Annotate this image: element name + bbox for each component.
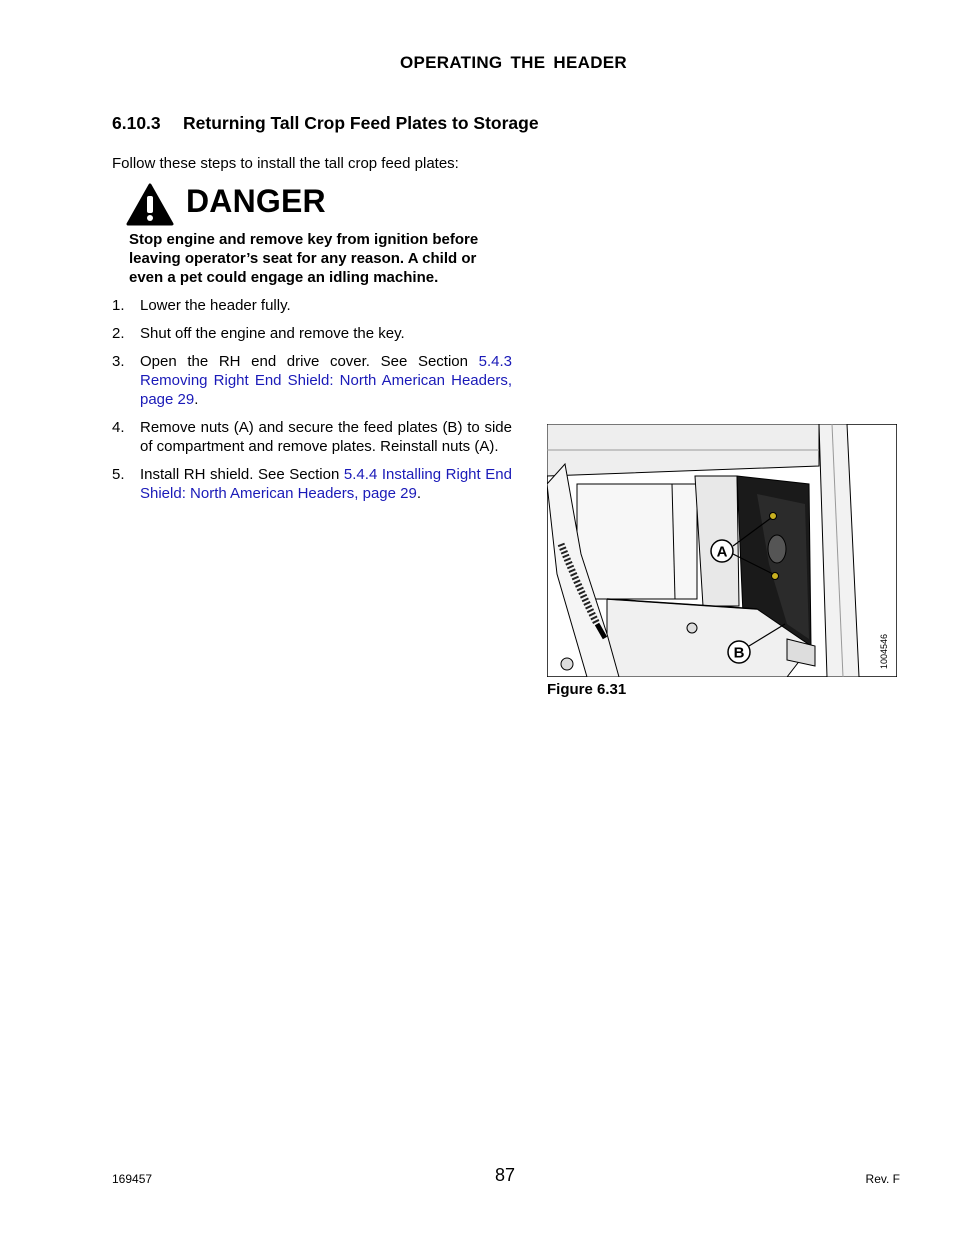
callout-b-label: B xyxy=(733,644,745,662)
step-text xyxy=(140,465,512,503)
figure-illustration xyxy=(547,424,897,677)
step-text-tail: . xyxy=(194,391,199,408)
danger-label: DANGER xyxy=(186,183,326,219)
step-text: Remove nuts (A) and secure the feed plates (B) to side of compartment and remove plates. Reinstall nuts (A). xyxy=(140,419,512,455)
step-number: 4. xyxy=(112,419,125,436)
step-number: 5. xyxy=(112,466,125,483)
step-text: Shut off the engine and remove the key. xyxy=(140,325,405,342)
list-item xyxy=(112,465,512,503)
step-text: Lower the header fully. xyxy=(140,297,291,314)
step-text-lead: Open the RH end drive cover. See Section xyxy=(140,353,479,370)
list-item xyxy=(112,324,512,343)
section-number: 6.10.3 xyxy=(112,113,161,133)
running-header: OPERATING THE HEADER xyxy=(399,53,627,72)
figure-caption: Figure 6.31 xyxy=(547,681,627,698)
intro-text: Follow these steps to install the tall crop feed plates: xyxy=(112,155,459,172)
step-list xyxy=(112,296,512,512)
list-item xyxy=(112,296,512,315)
step-text-tail: . xyxy=(416,485,421,502)
section-title xyxy=(112,113,539,134)
step-text-lead: Install RH shield. See Section xyxy=(140,466,344,483)
section-title-text: Returning Tall Crop Feed Plates to Storage xyxy=(183,113,539,133)
section-link-5-4-3[interactable]: 5.4.3 Removing Right End Shield: North American Headers, page 29 xyxy=(140,353,512,408)
danger-message: Stop engine and remove key from ignition before leaving operator’s seat for any reason. A child or even a pet could engage an idling machine. xyxy=(129,231,479,286)
page-number: 87 xyxy=(494,1165,516,1185)
list-item xyxy=(112,352,512,409)
warning-triangle-icon xyxy=(126,183,174,226)
step-number: 2. xyxy=(112,325,125,342)
callout-a-label: A xyxy=(716,543,728,561)
revision: Rev. F xyxy=(865,1172,900,1186)
feed-plate-drawing xyxy=(547,424,897,677)
doc-number: 169457 xyxy=(112,1172,153,1186)
list-item xyxy=(112,418,512,456)
step-text xyxy=(140,352,512,409)
step-number: 1. xyxy=(112,297,125,314)
figure-id-label: 1004546 xyxy=(879,633,889,669)
step-number: 3. xyxy=(112,353,125,370)
section-link-5-4-4[interactable]: 5.4.4 Installing Right End Shield: North American Headers, page 29 xyxy=(140,466,512,502)
